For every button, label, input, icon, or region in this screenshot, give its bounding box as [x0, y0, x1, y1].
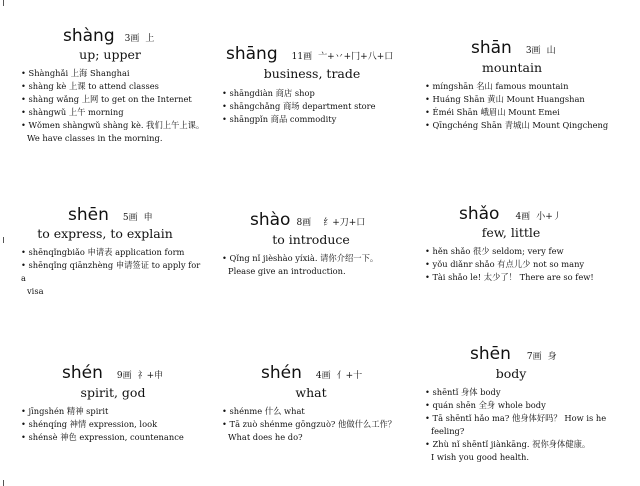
card-components: 上	[145, 34, 155, 44]
example-line: • Qīngchéng Shān 青城山 Mount Qingcheng	[425, 120, 609, 130]
card-examples	[21, 405, 206, 444]
card-meaning: spirit, god	[80, 385, 146, 400]
card-examples	[222, 87, 412, 126]
example-line: • shēnqǐngbiǎo 申请表 application form	[21, 247, 185, 257]
card-stroke-count: 7画	[526, 352, 542, 362]
card-examples	[222, 252, 422, 278]
card-components: 亻+十	[336, 371, 363, 381]
card-header	[250, 210, 365, 230]
card-stroke-count: 3画	[525, 46, 541, 56]
card-stroke-count: 5画	[122, 213, 138, 223]
card-examples	[425, 80, 630, 132]
example-line: • Tā zuò shénme gōngzuò? 他做什么工作？	[222, 419, 397, 429]
card-stroke-count: 4画	[315, 371, 331, 381]
card-examples	[21, 67, 211, 145]
card-meaning: few, little	[481, 225, 541, 240]
crop-mark	[3, 0, 4, 6]
card-components: 纟+刀+口	[323, 218, 366, 228]
example-line: • Qǐng nǐ jièshào yíxià. 请你介绍一下。	[222, 253, 379, 263]
example-line: • Wǒmen shàngwǔ shàng kè. 我们上午上课。	[21, 120, 205, 130]
card-examples	[425, 386, 630, 464]
card-pinyin: shǎo	[459, 204, 500, 224]
example-line: • shàng wǎng 上网 to get on the Internet	[21, 94, 192, 104]
example-line: • Éméi Shān 峨眉山 Mount Emei	[425, 107, 560, 117]
card-meaning: to introduce	[272, 232, 350, 247]
card-examples	[21, 246, 206, 298]
card-meaning: business, trade	[263, 66, 361, 81]
example-line: • shénqíng 神情 expression, look	[21, 419, 158, 429]
card-components: 小+丿	[536, 212, 562, 222]
card-stroke-count: 9画	[116, 371, 132, 381]
card-examples	[425, 245, 630, 284]
card-pinyin: shēn	[68, 205, 109, 225]
example-line: We have classes in the morning.	[27, 133, 163, 143]
example-line: feeling?	[431, 426, 465, 436]
card-examples	[222, 405, 422, 444]
card-header	[62, 363, 163, 383]
card-meaning: mountain	[481, 60, 543, 75]
card-header	[68, 205, 153, 225]
card-header	[261, 363, 362, 383]
example-line: • shāngdiàn 商店 shop	[222, 88, 315, 98]
card-meaning: to express, to explain	[37, 226, 173, 241]
example-line: • shàng kè 上课 to attend classes	[21, 81, 159, 91]
card-header	[470, 344, 557, 364]
card-header	[471, 38, 556, 58]
example-line: • yǒu diǎnr shǎo 有点儿少 not so many	[425, 259, 585, 269]
example-line: • Shànghǎi 上海 Shanghai	[21, 68, 130, 78]
card-components: 礻+申	[137, 371, 164, 381]
example-line: • Tā shēntǐ hǎo ma? 他身体好吗？ How is he	[425, 413, 607, 423]
example-line: I wish you good health.	[431, 452, 529, 462]
example-line: • Zhù nǐ shēntǐ jiànkāng. 祝你身体健康。	[425, 439, 591, 449]
card-pinyin: shàng	[63, 26, 115, 46]
card-components: 申	[143, 213, 153, 223]
card-components: 亠+丷+冂+八+口	[318, 52, 394, 62]
example-line: • Huáng Shān 黄山 Mount Huangshan	[425, 94, 585, 104]
card-header	[459, 204, 562, 224]
example-line: • shénme 什么 what	[222, 406, 305, 416]
example-line: visa	[27, 286, 44, 296]
example-line: • shēntǐ 身体 body	[425, 387, 501, 397]
example-line: • míngshān 名山 famous mountain	[425, 81, 569, 91]
crop-mark	[3, 480, 4, 486]
card-pinyin: shēn	[470, 344, 511, 364]
crop-mark	[3, 237, 4, 243]
example-line: • shàngwǔ 上午 morning	[21, 107, 124, 117]
example-line: Please give an introduction.	[228, 266, 346, 276]
card-stroke-count: 11画	[291, 52, 313, 62]
card-stroke-count: 3画	[124, 34, 140, 44]
card-meaning: body	[495, 366, 527, 381]
example-line: • jīngshén 精神 spirit	[21, 406, 109, 416]
example-line: What does he do?	[228, 432, 303, 442]
card-pinyin: shén	[261, 363, 302, 383]
example-line: • shāngpǐn 商品 commodity	[222, 114, 337, 124]
example-line: • quán shēn 全身 whole body	[425, 400, 546, 410]
example-line: • shénsè 神色 expression, countenance	[21, 432, 184, 442]
example-line: • Tài shǎo le! 太少了！ There are so few!	[425, 272, 594, 282]
card-pinyin: shén	[62, 363, 103, 383]
card-meaning: what	[295, 385, 327, 400]
card-meaning: up; upper	[79, 47, 141, 62]
card-header	[63, 26, 154, 46]
card-components: 身	[547, 352, 557, 362]
card-pinyin: shāng	[226, 44, 278, 64]
card-pinyin: shào	[250, 210, 291, 230]
card-stroke-count: 4画	[515, 212, 531, 222]
example-line: • hěn shǎo 很少 seldom; very few	[425, 246, 564, 256]
card-header	[226, 44, 393, 64]
example-line: • shēnqǐng qiānzhèng 申请签证 to apply for a	[21, 260, 201, 283]
card-components: 山	[546, 46, 556, 56]
card-stroke-count: 8画	[296, 218, 312, 228]
example-line: • shāngchǎng 商场 department store	[222, 101, 376, 111]
card-pinyin: shān	[471, 38, 512, 58]
